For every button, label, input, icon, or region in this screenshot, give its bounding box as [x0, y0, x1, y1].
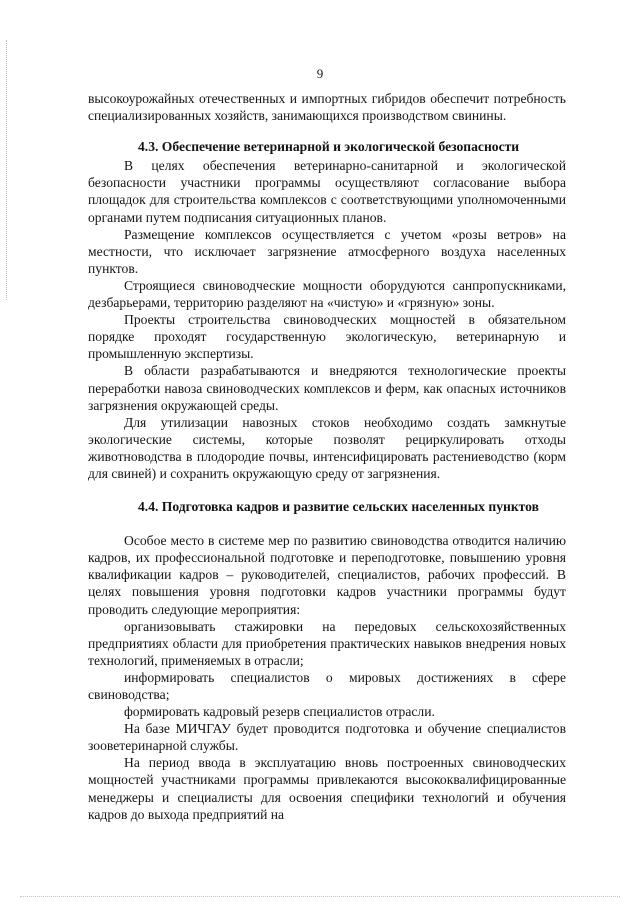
paragraph: Строящиеся свиноводческие мощности оборудуются санпропускниками, дезбарьерами, территорию разделяют на «чистую» и «грязную» зоны. [88, 277, 566, 311]
page-number: 9 [316, 66, 324, 81]
section-heading-4-4: 4.4. Подготовка кадров и развитие сельских населенных пунктов [138, 499, 539, 515]
list-item: информировать специалистов о мировых достижениях в сфере свиноводства; [88, 669, 566, 702]
list-item: формировать кадровый резерв специалистов отрасли. [124, 704, 435, 720]
list-item: организовывать стажировки на передовых сельскохозяйственных предприятиях области для приобретения практических навыков внедрения новых технологий, применяемых в отрасли; [88, 618, 566, 668]
paragraph: На базе МИЧГАУ будет проводится подготовка и обучение специалистов зооветеринарной службы. [88, 721, 566, 754]
section-heading-4-3: 4.3. Обеспечение ветеринарной и экологической безопасности [138, 139, 520, 155]
paragraph: Для утилизации навозных стоков необходимо создать замкнутые экологические системы, которые позволят рециркулировать отходы животноводства в плодородие почвы, интенсифицировать растениеводство (корм для свиней) и сохранить окружающую среду от загрязнения. [88, 414, 566, 481]
paragraph: Особое место в системе мер по развитию свиноводства отводится наличию кадров, их профессиональной подготовке и переподготовке, повышению уровня квалификации кадров – руководителей, специалистов, рабочих профессий. В целях повышения уровня подготовки кадров участники программы будут проводить следующие мероприятия: [88, 533, 566, 617]
paragraph-intro: высокоурожайных отечественных и импортных гибридов обеспечит потребность специализированных хозяйств, занимающихся производством свинины. [88, 91, 566, 124]
paragraph: В целях обеспечения ветеринарно-санитарной и экологической безопасности участники программы осуществляют согласование выбора площадок для строительства комплексов с соответствующими уполномоченными органами путем подписания ситуационных планов. [88, 158, 566, 225]
paragraph: На период ввода в эксплуатацию вновь построенных свиноводческих мощностей участниками программы привлекаются высококвалифицированные менеджеры и специалисты для освоения специфики технологий и обучения кадров до выхода предприятий на [88, 755, 566, 822]
paragraph: Проекты строительства свиноводческих мощностей в обязательном порядке проходят государственную экологическую, ветеринарную и промышленную экспертизы. [88, 312, 566, 362]
paragraph: В области разрабатываются и внедряются технологические проекты переработки навоза свиноводческих комплексов и ферм, как опасных источников загрязнения окружающей среды. [88, 363, 566, 413]
paragraph: Размещение комплексов осуществляется с учетом «розы ветров» на местности, что исключает загрязнение атмосферного воздуха населенных пунктов. [88, 226, 566, 276]
scan-edge-mark [20, 896, 620, 898]
page-body [88, 90, 566, 823]
